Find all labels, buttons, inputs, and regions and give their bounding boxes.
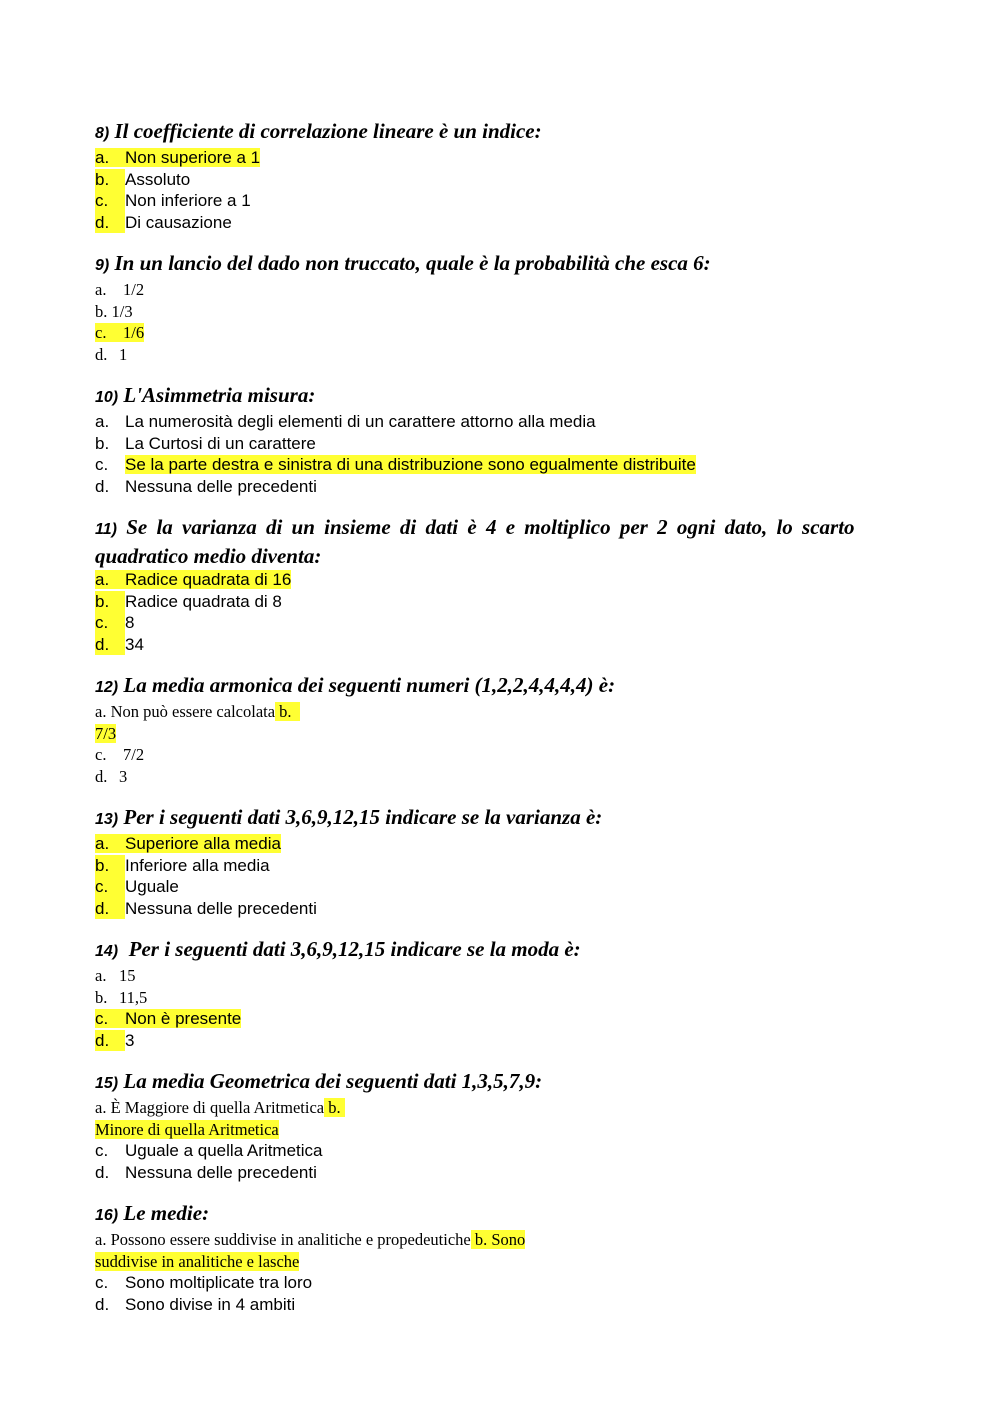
- option-a: a. Superiore alla media: [95, 834, 281, 853]
- option-b-value: suddivise in analitiche e lasche: [95, 1251, 300, 1271]
- option-d: d. 1: [95, 344, 128, 364]
- option-a: a. La numerosità degli elementi di un carattere attorno alla media: [95, 412, 596, 431]
- option-b-value: Minore di quella Aritmetica: [95, 1119, 279, 1139]
- question-title: 14) Per i seguenti dati 3,6,9,12,15 indicare se la moda è:: [95, 937, 581, 961]
- quiz-document: [95, 118, 895, 1332]
- option-c: c. 8: [95, 613, 135, 632]
- question-title: 15) La media Geometrica dei seguenti dati 1,3,5,7,9:: [95, 1069, 543, 1093]
- question-12: [95, 672, 895, 787]
- option-b: b. La Curtosi di un carattere: [95, 433, 316, 453]
- option-a: a. 15: [95, 966, 136, 985]
- option-d: d. Nessuna delle precedenti: [95, 476, 317, 496]
- option-a: a. Radice quadrata di 16: [95, 570, 292, 589]
- option-b: b. 11,5: [95, 987, 148, 1007]
- option-d: d. Sono divise in 4 ambiti: [95, 1294, 296, 1314]
- option-c: c. 7/2: [95, 745, 145, 764]
- option-c: c. Non è presente: [95, 1009, 242, 1028]
- option-b: b. Radice quadrata di 8: [95, 591, 282, 611]
- option-c: c. Uguale a quella Aritmetica: [95, 1141, 323, 1160]
- option-a: a. Non superiore a 1: [95, 148, 261, 167]
- option-c: c. Non inferiore a 1: [95, 191, 251, 210]
- question-8: [95, 118, 895, 233]
- option-b: b. 1/3: [95, 301, 133, 321]
- option-b: b. Assoluto: [95, 169, 191, 189]
- question-13: [95, 804, 895, 919]
- option-d: d. Nessuna delle precedenti: [95, 898, 317, 918]
- question-title: 16) Le medie:: [95, 1201, 210, 1225]
- question-9: [95, 250, 895, 365]
- option-d: d. 3: [95, 766, 128, 786]
- question-16: [95, 1200, 895, 1315]
- question-title: 11) Se la varianza di un insieme di dati è 4 e moltiplico per 2 ogni dato, lo scarto: [95, 515, 855, 539]
- option-c: c. 1/6: [95, 323, 145, 342]
- option-c: c. Sono moltiplicate tra loro: [95, 1273, 313, 1292]
- option-d: d. 3: [95, 1030, 135, 1050]
- question-10: [95, 382, 895, 497]
- question-11: [95, 514, 895, 655]
- option-a: a. 1/2: [95, 280, 145, 299]
- question-title: 8) Il coefficiente di correlazione lineare è un indice:: [95, 119, 542, 143]
- option-c: c. Se la parte destra e sinistra di una distribuzione sono egualmente distribuite: [95, 455, 696, 474]
- question-title-line2: quadratico medio diventa:: [95, 544, 322, 568]
- question-title: 12) La media armonica dei seguenti numeri (1,2,2,4,4,4,4) è:: [95, 673, 616, 697]
- question-15: [95, 1068, 895, 1183]
- option-b-value: 7/3: [95, 723, 117, 743]
- question-title: 10) L'Asimmetria misura:: [95, 383, 316, 407]
- option-d: d. Di causazione: [95, 212, 232, 232]
- option-c: c. Uguale: [95, 877, 179, 896]
- option-a-b-line: a. Possono essere suddivise in analitiche e propedeutiche b. Sono: [95, 1230, 526, 1249]
- option-a-b-line: a. Non può essere calcolata b.: [95, 701, 895, 723]
- option-d: d. 34: [95, 634, 144, 654]
- option-a-b-line: a. È Maggiore di quella Aritmetica b.: [95, 1097, 895, 1119]
- question-title: 9) In un lancio del dado non truccato, quale è la probabilità che esca 6:: [95, 251, 711, 275]
- question-14: [95, 936, 895, 1051]
- question-title: 13) Per i seguenti dati 3,6,9,12,15 indicare se la varianza è:: [95, 805, 603, 829]
- option-b: b. Inferiore alla media: [95, 855, 270, 875]
- option-d: d. Nessuna delle precedenti: [95, 1162, 317, 1182]
